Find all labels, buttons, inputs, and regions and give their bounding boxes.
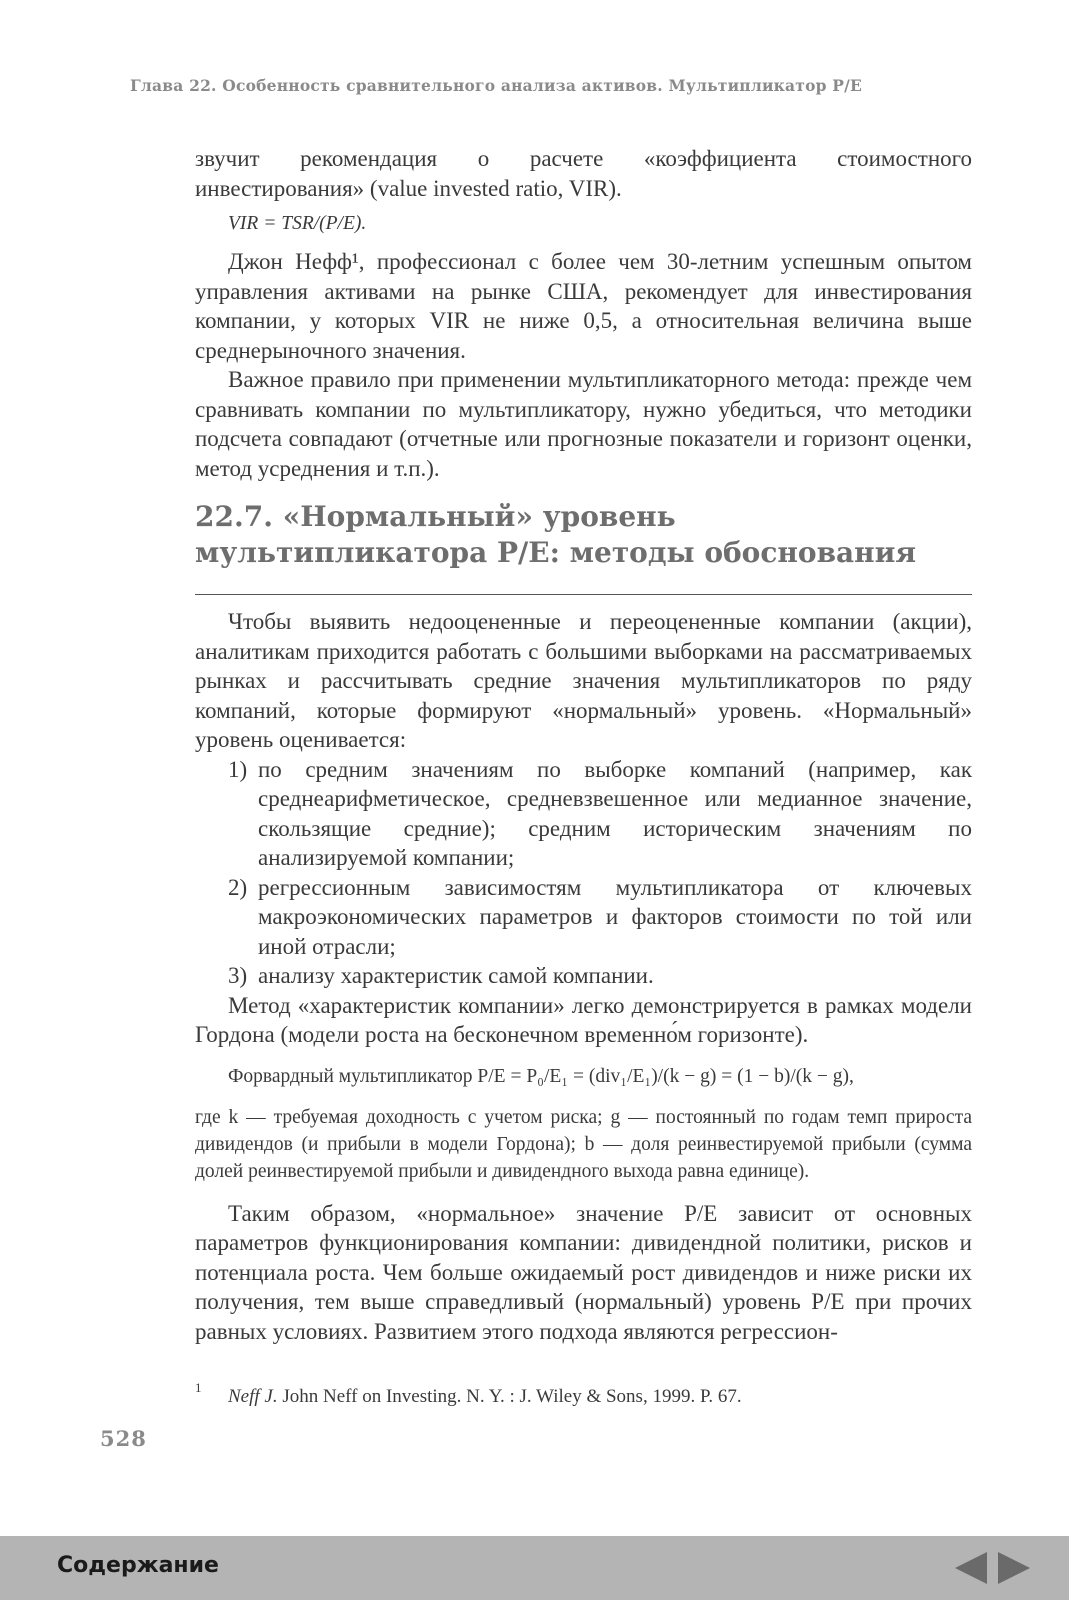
list-item-text: по средним значениям по выборке компаний (например, как среднеарифметическое, средневзвешенное или медианное значение, скользящие средние); средним историческим значениям по анализируемой компании; xyxy=(258,756,972,871)
triangle-left-icon[interactable] xyxy=(955,1552,987,1584)
list-item xyxy=(195,961,972,991)
list-number: 3) xyxy=(228,963,248,989)
paragraph: звучит рекомендация о расчете «коэффициента стоимостного инвестирования» (value invested ratio, VIR). xyxy=(195,146,972,201)
formula-vir: VIR = TSR/(P/E). xyxy=(228,213,367,234)
formula-forward-pe: Форвардный мультипликатор P/E = P₀/E₁ = (div₁/E₁)/(k − g) = (1 − b)/(k − g), xyxy=(228,1065,854,1087)
footnote-mark: 1 xyxy=(195,1380,202,1395)
paragraph: Метод «характеристик компании» легко демонстрируется в рамках модели Гордона (модели роста на бесконечном временно́м горизонте). xyxy=(195,992,972,1048)
section-divider xyxy=(195,594,972,595)
list-number: 1) xyxy=(228,756,248,782)
formula-explanation: где k — требуемая доходность с учетом риска; g — постоянный по годам темп прироста дивидендов (и прибыли в модели Гордона); b — доля реинвестируемой прибыли (сумма долей реинвестируемой прибыли и дивидендного выхода равна единице). xyxy=(195,1106,972,1182)
list-item xyxy=(195,755,972,873)
paragraph: Таким образом, «нормальное» значение P/E зависит от основных параметров функционирования компании: дивидендной политики, рисков и потенциала роста. Чем больше ожидаемый рост дивидендов и ниже риски их получения, тем выше справедливый (нормальный) уровень P/E при прочих равных условиях. Развитием этого подхода являются регрессион- xyxy=(195,1200,972,1344)
paragraph: Джон Нефф¹, профессионал с более чем 30-летним успешным опытом управления активами на рынке США, рекомендует для инвестирования компании, у которых VIR не ниже 0,5, а относительная величина выше среднерыночного значения. xyxy=(195,249,972,363)
list-item-text: регрессионным зависимостям мультипликатора от ключевых макроэкономических параметров и факторов стоимости по той или иной отрасли; xyxy=(258,874,972,959)
footnote-text xyxy=(195,1386,972,1408)
triangle-right-icon[interactable] xyxy=(998,1552,1030,1584)
list-item xyxy=(195,873,972,962)
footnote xyxy=(195,1380,972,1408)
list-item-text: анализу характеристик самой компании. xyxy=(258,963,654,989)
footnote-author: Neff J. xyxy=(228,1386,278,1407)
section-heading: 22.7. «Нормальный» уровень мультипликатора P/E: методы обоснования xyxy=(195,500,917,569)
footer-nav-bar xyxy=(0,1536,1069,1600)
footnote-citation: John Neff on Investing. N. Y. : J. Wiley & Sons, 1999. P. 67. xyxy=(282,1386,742,1407)
running-head: Глава 22. Особенность сравнительного анализа активов. Мультипликатор P/E xyxy=(130,76,863,95)
list-number: 2) xyxy=(228,874,248,900)
page-number: 528 xyxy=(100,1426,147,1451)
paragraph: Чтобы выявить недооцененные и переоцененные компании (акции), аналитикам приходится работать с большими выборками на рассматриваемых рынках и рассчитывать средние значения мультипликаторов по ряду компаний, которые формируют «нормальный» уровень. «Нормальный» уровень оценивается: xyxy=(195,609,972,753)
paragraph: Важное правило при применении мультипликаторного метода: прежде чем сравнивать компании по мультипликатору, нужно убедиться, что методики подсчета совпадают (отчетные или прогнозные показатели и горизонт оценки, метод усреднения и т.п.). xyxy=(195,367,972,481)
contents-link[interactable]: Содержание xyxy=(57,1553,219,1578)
numbered-list xyxy=(195,755,972,991)
page-content xyxy=(195,144,972,1346)
